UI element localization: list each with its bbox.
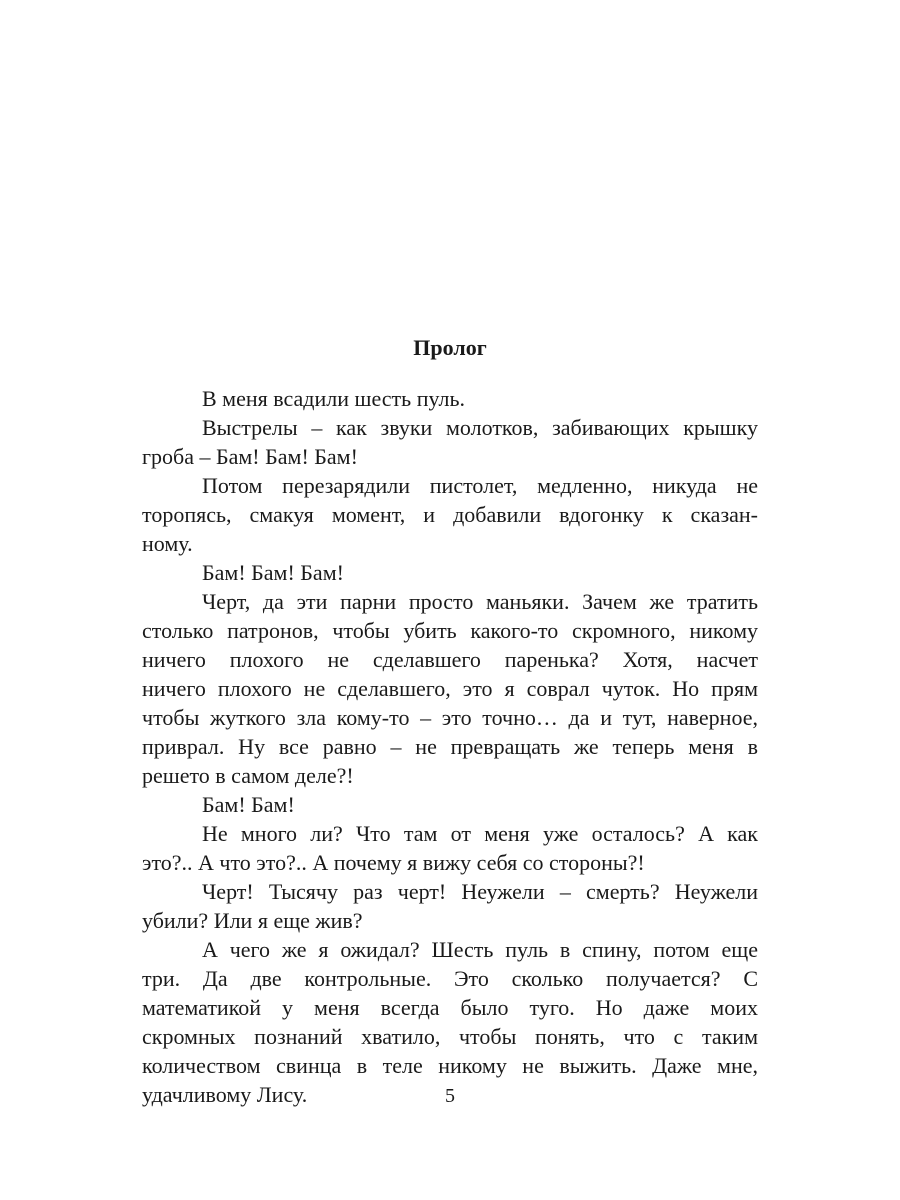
text-line: В меня всадили шесть пуль. xyxy=(202,386,466,411)
text-line: Черт! Тысячу раз черт! Неужели – смерть? Неужели xyxy=(202,879,758,904)
text-line: три. Да две контрольные. Это сколько получается? С xyxy=(142,966,758,991)
text-line: столько патронов, чтобы убить какого-то скромного, никому xyxy=(142,618,758,643)
text-line: ному. xyxy=(142,531,193,556)
text-line: количеством свинца в теле никому не выжить. Даже мне, xyxy=(142,1053,758,1078)
text-line: Потом перезарядили пистолет, медленно, никуда не xyxy=(202,473,758,498)
page-number: 5 xyxy=(445,1085,455,1107)
text-line: Выстрелы – как звуки молотков, забивающих крышку xyxy=(202,415,758,440)
chapter-title: Пролог xyxy=(413,335,487,360)
chapter-text xyxy=(142,384,758,1109)
text-line: Не много ли? Что там от меня уже осталось? А как xyxy=(202,821,758,846)
text-line: А чего же я ожидал? Шесть пуль в спину, потом еще xyxy=(202,937,758,962)
text-line: Бам! Бам! xyxy=(202,792,295,817)
text-line: скромных познаний хватило, чтобы понять, что с таким xyxy=(142,1024,758,1049)
text-line: Черт, да эти парни просто маньяки. Зачем же тратить xyxy=(202,589,758,614)
text-line: Бам! Бам! Бам! xyxy=(202,560,344,585)
text-line: математикой у меня всегда было туго. Но даже моих xyxy=(142,995,758,1020)
text-line: приврал. Ну все равно – не превращать же теперь меня в xyxy=(142,734,758,759)
text-line: это?.. А что это?.. А почему я вижу себя со стороны?! xyxy=(142,850,645,875)
text-line: убили? Или я еще жив? xyxy=(142,908,363,933)
text-line: решето в самом деле?! xyxy=(142,763,354,788)
text-line: торопясь, смакуя момент, и добавили вдогонку к сказан- xyxy=(142,502,758,527)
text-line: гроба – Бам! Бам! Бам! xyxy=(142,444,358,469)
text-line: ничего плохого не сделавшего, это я соврал чуток. Но прям xyxy=(142,676,758,701)
text-line: удачливому Лису. xyxy=(142,1082,308,1107)
text-line: ничего плохого не сделавшего паренька? Хотя, насчет xyxy=(142,647,758,672)
text-line: чтобы жуткого зла кому-то – это точно… да и тут, наверное, xyxy=(142,705,758,730)
